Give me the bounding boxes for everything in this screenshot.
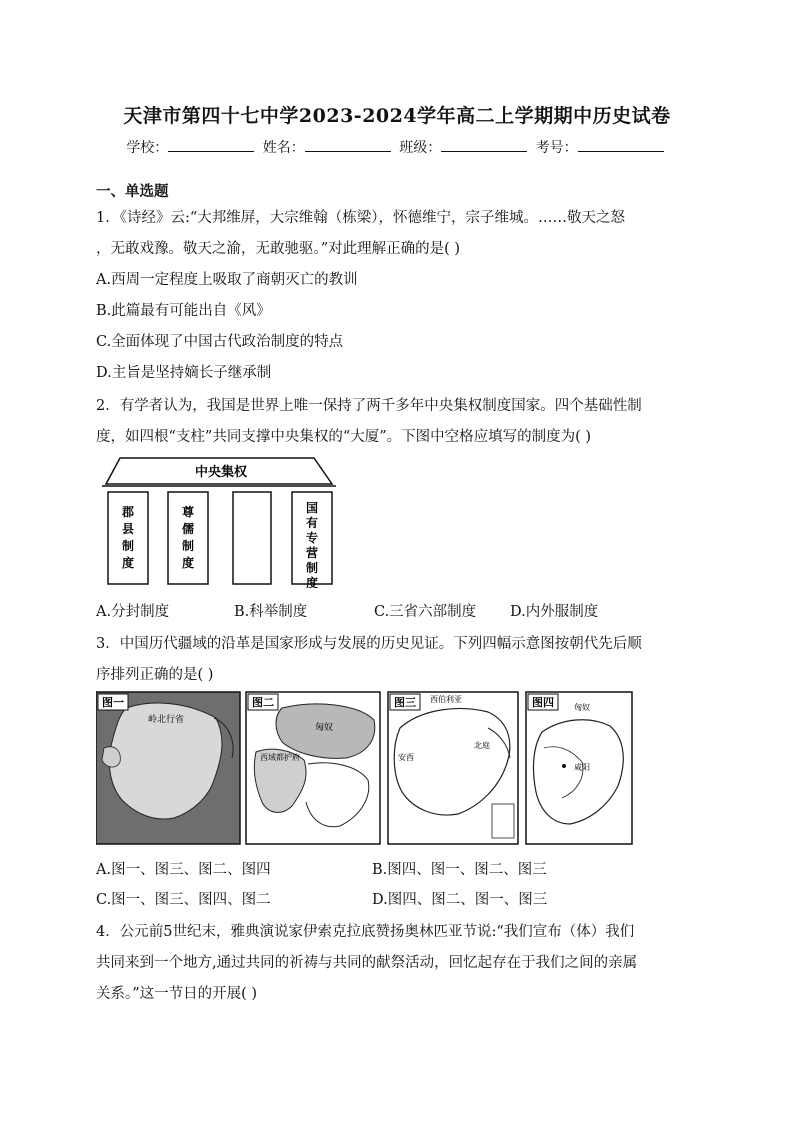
q1-option-c: C.全面体现了中国古代政治制度的特点 <box>96 334 344 350</box>
pillar-3-blank <box>233 492 271 584</box>
pillar-label-text: 郡县制度 <box>121 505 135 570</box>
central-power-diagram <box>96 456 336 588</box>
roof-label: 中央集权 <box>194 465 248 480</box>
q3-option-b: B.图四、图一、图二、图三 <box>372 862 547 878</box>
class-label: 班级： <box>399 140 442 156</box>
q3-option-c: C.图一、图三、图四、图二 <box>96 892 271 908</box>
q3-options-row1 <box>96 858 656 878</box>
exam-no-label: 考号： <box>535 140 578 156</box>
name-label: 姓名： <box>262 140 305 156</box>
map-3-text-2: 安西 <box>398 753 414 762</box>
section-title: 一、单选题 <box>96 183 169 200</box>
map-1-label: 图一 <box>102 696 124 709</box>
school-blank <box>168 136 254 152</box>
exam-no-blank <box>578 136 664 152</box>
map-2-label: 图二 <box>252 696 274 709</box>
map-3-label: 图三 <box>394 696 416 709</box>
page-title: 天津市第四十七中学2023-2024学年高二上学期期中历史试卷 <box>123 105 671 127</box>
map-3 <box>388 692 518 844</box>
map-1 <box>96 692 240 844</box>
map-4-text-2: 咸阳 <box>574 763 590 772</box>
pillar-label-text: 尊儒制度 <box>181 505 195 570</box>
pillar-label-text: 国有专营制度 <box>305 501 319 588</box>
q2-option-c: C.三省六部制度 <box>374 604 477 620</box>
q3-stem-line2: 序排列正确的是( ) <box>96 667 214 683</box>
map-4-text-1: 匈奴 <box>574 703 590 712</box>
q3-option-a: A.图一、图三、图二、图四 <box>96 862 271 878</box>
q3-stem-line1: 3．中国历代疆域的沿革是国家形成与发展的历史见证。下列四幅示意图按朝代先后顺 <box>96 636 642 652</box>
name-blank <box>305 136 391 152</box>
q2-options <box>96 600 716 620</box>
q2-option-b: B.科举制度 <box>234 604 308 620</box>
map-2 <box>246 692 380 844</box>
q1-stem-line1: 1．《诗经》云:“大邦维屏，大宗维翰（栋梁），怀德维宁，宗子维城。……敬天之怒 <box>96 210 626 226</box>
student-info-line <box>0 136 794 157</box>
map-2-text-2: 西域都护府 <box>260 753 300 762</box>
q1-option-a: A.西周一定程度上吸取了商朝灭亡的教训 <box>96 272 358 288</box>
map-1-text: 岭北行省 <box>147 715 185 725</box>
class-blank <box>441 136 527 152</box>
q4-stem-line2: 共同来到一个地方,通过共同的祈祷与共同的献祭活动，回忆起存在于我们之间的亲属 <box>96 955 638 971</box>
q2-option-d: D.内外服制度 <box>510 604 599 620</box>
q4-stem-line3: 关系。”这一节日的开展( ) <box>96 986 258 1002</box>
q2-stem-line2: 度，如四根“支柱”共同支撑中央集权的“大厦”。下图中空格应填写的制度为( ) <box>96 429 592 445</box>
map-2-text-1: 匈奴 <box>314 723 334 733</box>
map-4-label: 图四 <box>532 696 554 709</box>
q1-stem-line2: ，无敢戏豫。敬天之渝，无敢驰驱。”对此理解正确的是( ) <box>96 241 461 257</box>
map-3-text-1: 西伯利亚 <box>430 695 462 704</box>
school-label: 学校： <box>126 140 169 156</box>
pillar-label-4 <box>306 501 318 588</box>
q2-stem-line1: 2．有学者认为，我国是世界上唯一保持了两千多年中央集权制度国家。四个基础性制 <box>96 398 642 414</box>
q4-stem-line1: 4．公元前5世纪末，雅典演说家伊索克拉底赞扬奥林匹亚节说:“我们宣布（体）我们 <box>96 924 635 940</box>
q3-options-row2 <box>96 888 656 908</box>
q3-option-d: D.图四、图二、图一、图三 <box>372 892 548 908</box>
territory-maps <box>96 688 636 848</box>
map-4 <box>526 692 632 844</box>
q1-option-b: B.此篇最有可能出自《风》 <box>96 303 271 319</box>
q2-option-a: A.分封制度 <box>96 604 170 620</box>
q1-option-d: D.主旨是坚持嫡长子继承制 <box>96 365 272 381</box>
map-3-text-3: 北庭 <box>474 741 490 750</box>
